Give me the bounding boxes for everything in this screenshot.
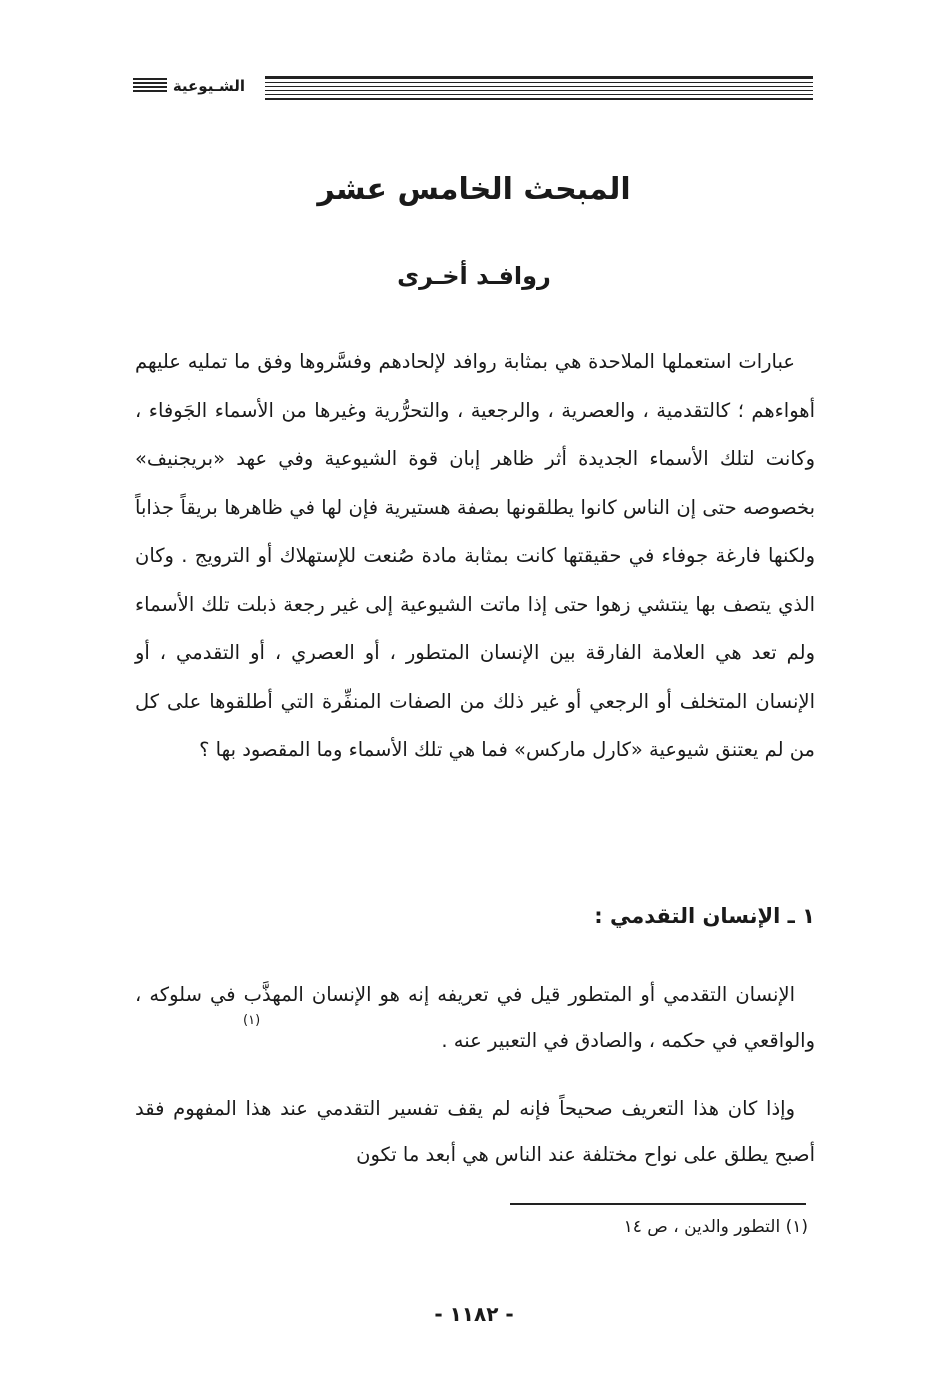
footnote-marker: (١)	[243, 1013, 261, 1028]
chapter-title: المبحث الخامس عشر	[317, 172, 631, 207]
footnote-divider	[510, 1203, 806, 1205]
header-rule-long	[265, 76, 813, 100]
paragraph-continuation: وإذا كان هذا التعريف صحيحاً فإنه لم يقف تفسير التقدمي عند هذا المفهوم فقد أصبح يطلق على نواح مختلفة عند الناس هي أبعد ما تكون	[135, 1097, 815, 1166]
paragraph-definition: الإنسان التقدمي أو المتطور قيل في تعريفه إنه هو الإنسان المهذَّب في سلوكه ، والواقعي في حكمه ، والصادق في التعبير عنه .	[135, 983, 815, 1052]
header-rule-short	[133, 78, 167, 94]
running-title: الشـيوعية	[165, 74, 253, 98]
section-heading: ١ ـ الإنسان التقدمي :	[594, 904, 815, 928]
page-number: - ١١٨٢ -	[434, 1302, 514, 1326]
paragraph-intro: عبارات استعملها الملاحدة هي بمثابة روافد لإلحادهم وفسَّروها وفق ما تمليه عليهم أهواءهم ؛ كالتقدمية ، والعصرية ، والرجعية ، والتحرُّرية وغيرها من الأسماء الجَوفاء ، وكانت لتلك الأسماء الجديدة أثر ظاهر إبان قوة الشيوعية وفي عهد «بريجنيف» بخصوصه حتى إن الناس كانوا يطلقونها بصفة هستيرية فإن لها في ظاهرها بريقاً جذاباً ولكنها فارغة جوفاء في حقيقتها كانت بمثابة مادة صُنعت للإستهلاك أو الترويج . وكان الذي يتصف بها ينتشي زهوا حتى إذا ماتت الشيوعية إلى غير رجعة ذبلت تلك الأسماء ولم تعد هي العلامة الفارقة بين الإنسان المتطور ، أو العصري ، أو التقدمي ، أو الإنسان المتخلف أو الرجعي أو غير ذلك من الصفات المنفِّرة التي أطلقوها على كل من لم يعتنق شيوعية «كارل ماركس» فما هي تلك الأسماء وما المقصود بها ؟	[135, 350, 815, 761]
chapter-subtitle: روافـد أخـرى	[397, 262, 551, 290]
footnote-text: (١) التطور والدين ، ص ١٤	[623, 1217, 808, 1237]
running-header	[133, 74, 813, 98]
